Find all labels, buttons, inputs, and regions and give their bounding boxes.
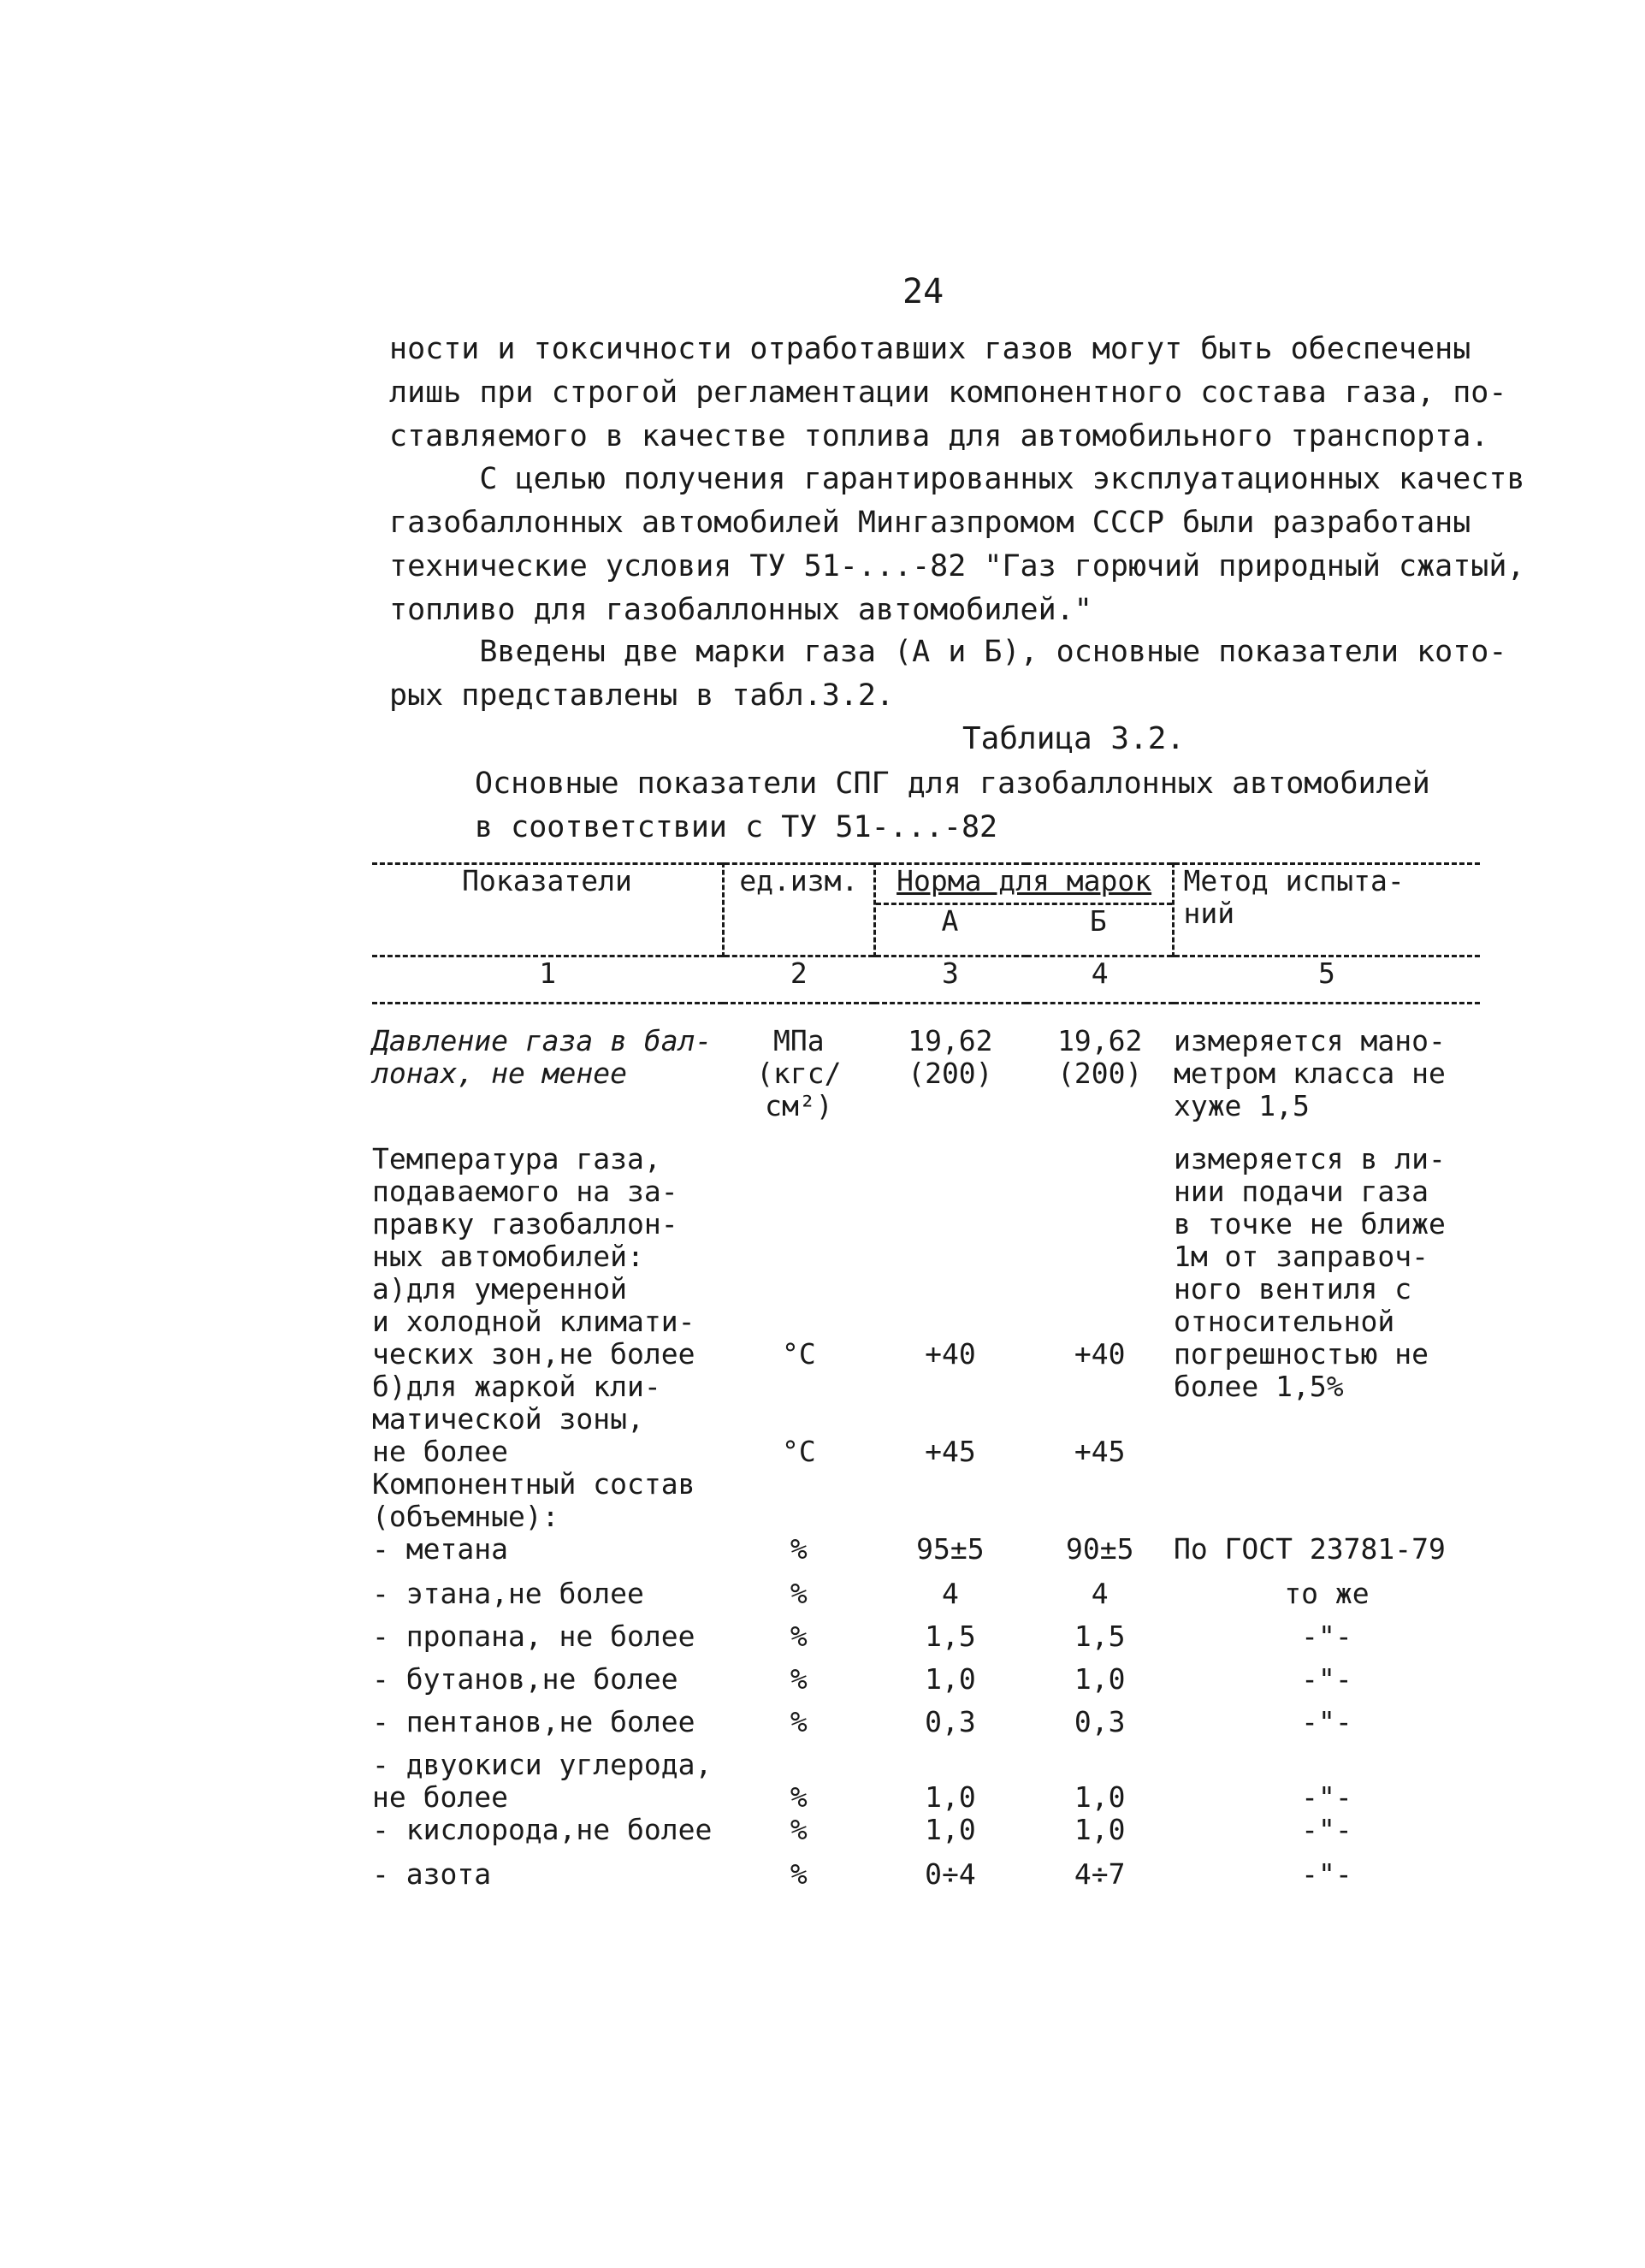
cell-unit: % xyxy=(790,1705,808,1738)
header-unit: ед.изм. xyxy=(723,864,874,956)
table-row xyxy=(372,1749,1480,1814)
cell-method: -"- xyxy=(1301,1813,1352,1846)
cell-indicator: Давление газа в бал- лонах, не менее xyxy=(372,1024,713,1090)
cell-grade-a: 1,5 xyxy=(925,1620,976,1653)
cell-method: -"- xyxy=(1301,1780,1352,1814)
cell-grade-b: 1,0 xyxy=(1074,1813,1126,1846)
cell-indicator: - азота xyxy=(372,1857,492,1891)
cell-unit: % xyxy=(790,1577,808,1610)
cell-unit xyxy=(723,1468,874,1533)
cell-indicator: - бутанов,не более xyxy=(372,1662,678,1696)
cell-grade-a xyxy=(874,1143,1026,1273)
cell-grade-b: 4 xyxy=(1091,1577,1109,1610)
paragraph-1: ности и токсичности отработавших газов могут быть обеспечены лишь при строгой регламентации компонентного состава газа, по- ставляемого в качестве топлива для автомобильного транспорта. xyxy=(389,332,1507,453)
cell-unit: °С xyxy=(781,1337,816,1371)
cell-indicator: - кислорода,не более xyxy=(372,1813,713,1846)
cell-indicator: б)для жаркой кли- матической зоны, не более xyxy=(372,1370,661,1468)
cell-grade-a: 0,3 xyxy=(925,1705,976,1738)
cell-method: -"- xyxy=(1301,1705,1352,1738)
cell-grade-b: 1,0 xyxy=(1074,1662,1126,1696)
cell-indicator: Компонентный состав (объемные): xyxy=(372,1467,695,1533)
table-row xyxy=(372,1663,1480,1706)
cell-unit: % xyxy=(790,1813,808,1846)
table-body xyxy=(372,1004,1480,1904)
cell-grade-b: +40 xyxy=(1074,1337,1126,1371)
header-grades xyxy=(876,903,1173,938)
cell-grade-b: 1,5 xyxy=(1074,1620,1126,1653)
page-number: 24 xyxy=(902,272,944,311)
cell-indicator: - этана,не более xyxy=(372,1577,644,1610)
cell-grade-a: 95±5 xyxy=(916,1532,985,1566)
header-grade-b: Б xyxy=(1089,904,1107,938)
cell-unit: МПа (кгс/см²) xyxy=(756,1024,842,1122)
cell-unit: % xyxy=(790,1532,808,1566)
column-numbers-row xyxy=(372,956,1480,1004)
cell-indicator: - двуокиси углерода, не более xyxy=(372,1748,713,1814)
cell-unit: % xyxy=(790,1662,808,1696)
cell-grade-b: 0,3 xyxy=(1074,1705,1126,1738)
paragraph-2: С целью получения гарантированных эксплуатационных качеств газобаллонных автомобилей Мингазпромом СССР были разработаны технические условия ТУ 51-...-82 "Газ горючий природный сжатый, топливо для газобаллонных автомобилей." xyxy=(389,462,1525,627)
cell-grade-b: 90±5 xyxy=(1065,1532,1134,1566)
cell-method: По ГОСТ 23781-79 xyxy=(1173,1532,1446,1566)
header-grade-a: А xyxy=(941,904,959,938)
table-label: Таблица 3.2. xyxy=(962,721,1186,756)
cell-unit: % xyxy=(790,1857,808,1891)
cell-method: то же xyxy=(1284,1577,1370,1610)
table-caption: Основные показатели СПГ для газобаллонных автомобилей в соответствии с ТУ 51-...-82 xyxy=(475,767,1430,844)
header-method: Метод испыта- ний xyxy=(1174,864,1480,956)
cell-grade-b xyxy=(1027,1143,1174,1273)
cell-grade-b: 1,0 xyxy=(1074,1780,1126,1814)
cell-grade-b: 19,62 (200) xyxy=(1057,1024,1143,1090)
cell-grade-b: +45 xyxy=(1074,1435,1126,1468)
cell-grade-a: 0÷4 xyxy=(925,1857,976,1891)
table-header-row xyxy=(372,864,1480,956)
cell-indicator: - пентанов,не более xyxy=(372,1705,695,1738)
table-row xyxy=(372,1578,1480,1620)
spec-table xyxy=(372,862,1480,1903)
cell-grade-b: 4÷7 xyxy=(1074,1857,1126,1891)
cell-method: измеряется мано- метром класса не хуже 1,5 xyxy=(1173,1024,1446,1122)
paragraph-3: Введены две марки газа (А и Б), основные показатели кото- рых представлены в табл.3.2. xyxy=(389,635,1507,713)
cell-method: -"- xyxy=(1301,1620,1352,1653)
header-indicators: Показатели xyxy=(462,864,632,897)
table-row xyxy=(372,1143,1480,1273)
column-number: 4 xyxy=(1091,956,1109,990)
table-row xyxy=(372,1620,1480,1663)
cell-unit: % xyxy=(790,1780,808,1814)
cell-grade-a xyxy=(874,1468,1026,1533)
cell-indicator: а)для умеренной и холодной климати- ческих зон,не более xyxy=(372,1272,695,1371)
table-row xyxy=(372,1468,1480,1533)
cell-indicator: - метана xyxy=(372,1532,508,1566)
header-norm-label: Норма для марок xyxy=(896,864,1152,897)
cell-grade-a: 1,0 xyxy=(925,1780,976,1814)
cell-method: -"- xyxy=(1301,1857,1352,1891)
table-row xyxy=(372,1858,1480,1903)
cell-method: -"- xyxy=(1301,1662,1352,1696)
column-number: 5 xyxy=(1318,956,1335,990)
cell-method xyxy=(1174,1468,1480,1533)
column-number: 2 xyxy=(790,956,808,990)
cell-unit xyxy=(723,1143,874,1273)
cell-unit: % xyxy=(790,1620,808,1653)
cell-grade-a: 1,0 xyxy=(925,1662,976,1696)
table-row xyxy=(372,1025,1480,1122)
cell-grade-b xyxy=(1027,1468,1174,1533)
cell-indicator: Температура газа, подаваемого на за- правку газобаллон- ных автомобилей: xyxy=(372,1142,678,1273)
cell-grade-a: 4 xyxy=(941,1577,959,1610)
table-row xyxy=(372,1706,1480,1749)
cell-grade-a: 19,62 (200) xyxy=(908,1024,993,1090)
cell-grade-a: +45 xyxy=(925,1435,976,1468)
column-number: 1 xyxy=(539,956,557,990)
table-row xyxy=(372,1814,1480,1858)
column-number: 3 xyxy=(941,956,959,990)
cell-unit: °С xyxy=(781,1435,816,1468)
cell-method: измеряется в ли- нии подачи газа в точке не ближе 1м от заправоч- ного вентиля с относительной погрешностью не более 1,5% xyxy=(1173,1142,1446,1403)
cell-indicator: - пропана, не более xyxy=(372,1620,695,1653)
table-row xyxy=(372,1533,1480,1578)
cell-grade-a: +40 xyxy=(925,1337,976,1371)
header-norm xyxy=(874,864,1174,956)
cell-grade-a: 1,0 xyxy=(925,1813,976,1846)
